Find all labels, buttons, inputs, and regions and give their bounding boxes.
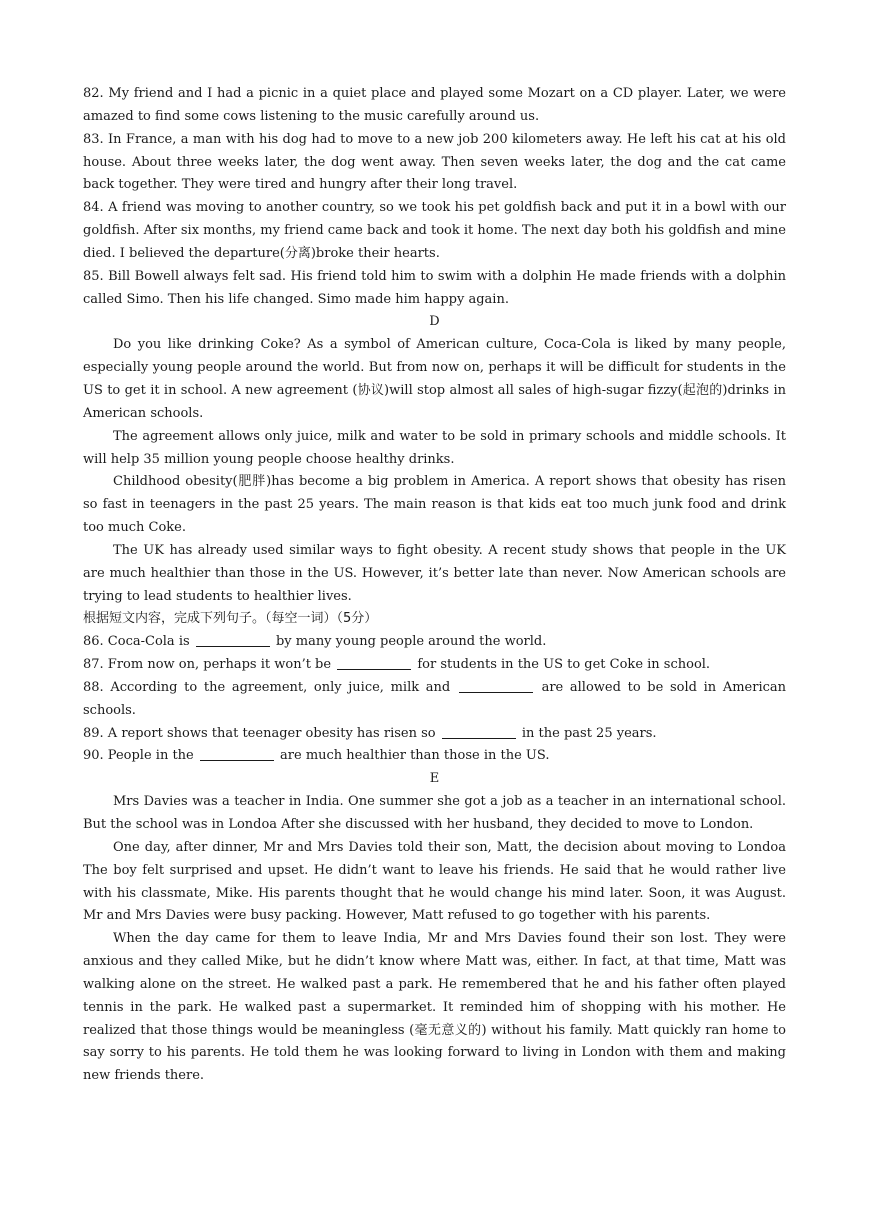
passage-c-item-83: 83. In France, a man with his dog had to move to a new job 200 kilometers away. He left his cat at his old house. About three weeks later, the dog went away. Then seven weeks later, the dog and the cat came back together. They were tired and hungry after their long travel.: [83, 131, 786, 193]
question-86-before: 86. Coca-Cola is: [83, 634, 190, 650]
answer-blank-86[interactable]: [196, 632, 270, 647]
question-89: [83, 723, 786, 746]
passage-c-item-85: 85. Bill Bowell always felt sad. His friend told him to swim with a dolphin He made friends with a dolphin called Simo. Then his life changed. Simo made him happy again.: [83, 268, 786, 307]
question-89-before: 89. A report shows that teenager obesity has risen so: [83, 725, 436, 741]
answer-blank-87[interactable]: [337, 655, 411, 670]
question-87-after: for students in the US to get Coke in school.: [417, 657, 711, 673]
question-86-after: by many young people around the world.: [275, 634, 547, 650]
section-e-paragraph-2: One day, after dinner, Mr and Mrs Davies told their son, Matt, the decision about moving to Londoa The boy felt surprised and upset. He didn’t want to leave his friends. He said that he would rather live with his classmate, Mike. His parents thought that he would change his mind later. Soon, it was August. Mr and Mrs Davies were busy packing. However, Matt refused to go together with his parents.: [83, 839, 786, 924]
question-88-after: are allowed to be sold in American schools.: [83, 679, 786, 718]
answer-blank-89[interactable]: [442, 724, 516, 739]
section-d-heading: D: [429, 314, 440, 330]
section-e-paragraph-3: When the day came for them to leave India, Mr and Mrs Davies found their son lost. They were anxious and they called Mike, but he didn’t know where Matt was, either. In fact, at that time, Matt was walking alone on the street. He walked past a park. He remembered that he and his father often played tennis in the park. He walked past a supermarket. It reminded him of shopping with his mother. He realized that those things would be meaningless (毫无意义的) without his family. Matt quickly ran home to say sorry to his parents. He told them he was looking forward to living in London with them and making new friends there.: [83, 931, 786, 1084]
question-88: [83, 677, 786, 723]
section-d-instruction: 根据短文内容，完成下列句子。（每空一词）（5分）: [83, 611, 378, 627]
section-d-paragraph-2: The agreement allows only juice, milk and water to be sold in primary schools and middle schools. It will help 35 million young people choose healthy drinks.: [83, 428, 786, 467]
section-d-paragraph-1: Do you like drinking Coke? As a symbol of American culture, Coca-Cola is liked by many people, especially young people around the world. But from now on, perhaps it will be difficult for students in the US to get it in school. A new agreement (协议)will stop almost all sales of high-sugar fizzy(起泡的)drinks in American schools.: [83, 337, 786, 421]
passage-c-item-82: 82. My friend and I had a picnic in a quiet place and played some Mozart on a CD player. Later, we were amazed to find some cows listening to the music carefully around us.: [83, 86, 786, 124]
answer-blank-88[interactable]: [459, 678, 533, 693]
question-90-after: are much healthier than those in the US.: [280, 748, 550, 764]
question-86: [83, 631, 786, 654]
question-89-after: in the past 25 years.: [521, 725, 657, 741]
passage-c-item-84: 84. A friend was moving to another country, so we took his pet goldfish back and put it in a bowl with our goldfish. After six months, my friend came back and took it home. The next day both his goldfish and mine died. I believed the departure(分离)broke their hearts.: [83, 200, 786, 261]
question-87: [83, 654, 786, 677]
section-d-paragraph-3: Childhood obesity(肥胖)has become a big problem in America. A report shows that obesity has risen so fast in teenagers in the past 25 years. The main reason is that kids eat too much junk food and drink too much Coke.: [83, 474, 786, 536]
section-d-paragraph-4: The UK has already used similar ways to fight obesity. A recent study shows that people in the UK are much healthier than those in the US. However, it’s better late than never. Now American schools are trying to lead students to healthier lives.: [83, 542, 786, 604]
document-page: [83, 83, 786, 1088]
question-88-before: 88. According to the agreement, only juice, milk and: [83, 679, 451, 695]
section-e-heading: E: [429, 771, 440, 787]
answer-blank-90[interactable]: [200, 746, 274, 761]
question-90-before: 90. People in the: [83, 748, 194, 764]
section-e-paragraph-1: Mrs Davies was a teacher in India. One summer she got a job as a teacher in an international school. But the school was in Londoa After she discussed with her husband, they decided to move to London.: [83, 794, 786, 832]
question-90: [83, 745, 786, 768]
question-87-before: 87. From now on, perhaps it won’t be: [83, 657, 332, 673]
